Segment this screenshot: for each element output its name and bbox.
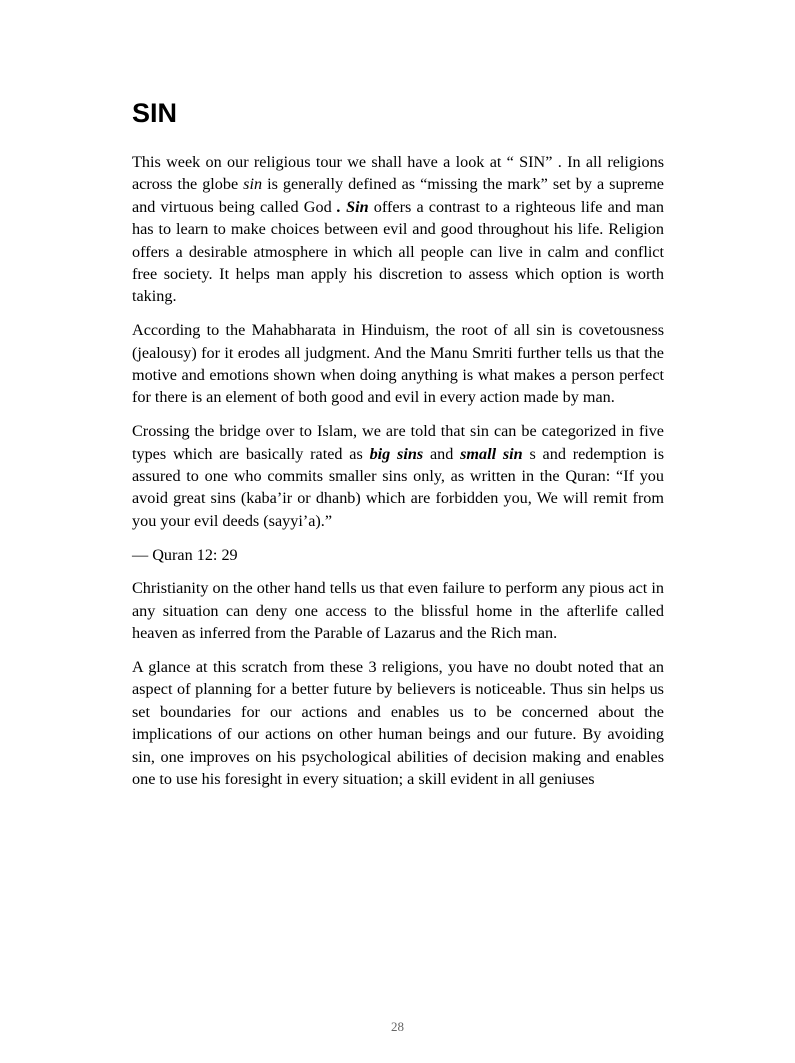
paragraph-hinduism: According to the Mahabharata in Hinduism, the root of all sin is covetousness (jealousy) for it erodes all judgment. And the Manu Smriti further tells us that the motive and emotions shown when doing anything is what makes a person perfect for there is an element of both good and evil in every action made by man. — [132, 321, 664, 407]
page-title: SIN — [132, 98, 178, 128]
p3-bold-small-sin: small sin — [460, 444, 523, 463]
p3-text-a: Crossing the bridge over to Islam, we are told that sin can be categorized in five types which are basically rated as — [132, 422, 664, 463]
page-number: 28 — [391, 1019, 404, 1034]
paragraph-intro — [132, 151, 664, 308]
p3-text-c: and — [423, 444, 461, 463]
body-text — [132, 151, 664, 802]
p1-text-e: offers a contrast to a righteous life and man has to learn to make choices between evil and good throughout his life. Religion offers a desirable atmosphere in which all people can live in calm and conflict free society. It helps man apply his discretion to assess which option is worth taking. — [132, 197, 665, 306]
paragraph-christianity: Christianity on the other hand tells us that even failure to perform any pious act in any situation can deny one access to the blissful home in the afterlife called heaven as inferred from the Parable of Lazarus and the Rich man. — [132, 579, 664, 643]
p1-italic-sin-2: . Sin — [336, 197, 369, 216]
p1-text-c: is generally defined as “missing the mark” set by a supreme and virtuous being called God — [132, 175, 664, 216]
p1-italic-sin: sin — [243, 175, 263, 194]
quote-citation: — Quran 12: 29 — [132, 545, 238, 564]
p1-text-a: This week on our religious tour we shall have a look at “ SIN” . In all religions across the globe — [132, 153, 664, 194]
paragraph-conclusion: A glance at this scratch from these 3 religions, you have no doubt noted that an aspect of planning for a better future by believers is noticeable. Thus sin helps us set boundaries for our actions and enables us to be concerned about the implications of our actions on other human beings and our future. By avoiding sin, one improves on his psychological abilities of decision making and enables one to use his foresight in every situation; a skill evident in all geniuses — [132, 658, 664, 789]
p3-text-e: s and redemption is assured to one who commits smaller sins only, as written in the Quran: “If you avoid great sins (kaba’ir or dhanb) which are forbidden you, We will remit from you your evil deeds (sayyi’a).” — [132, 444, 665, 530]
p3-bold-big-sins: big sins — [369, 444, 424, 463]
paragraph-islam — [132, 420, 664, 532]
